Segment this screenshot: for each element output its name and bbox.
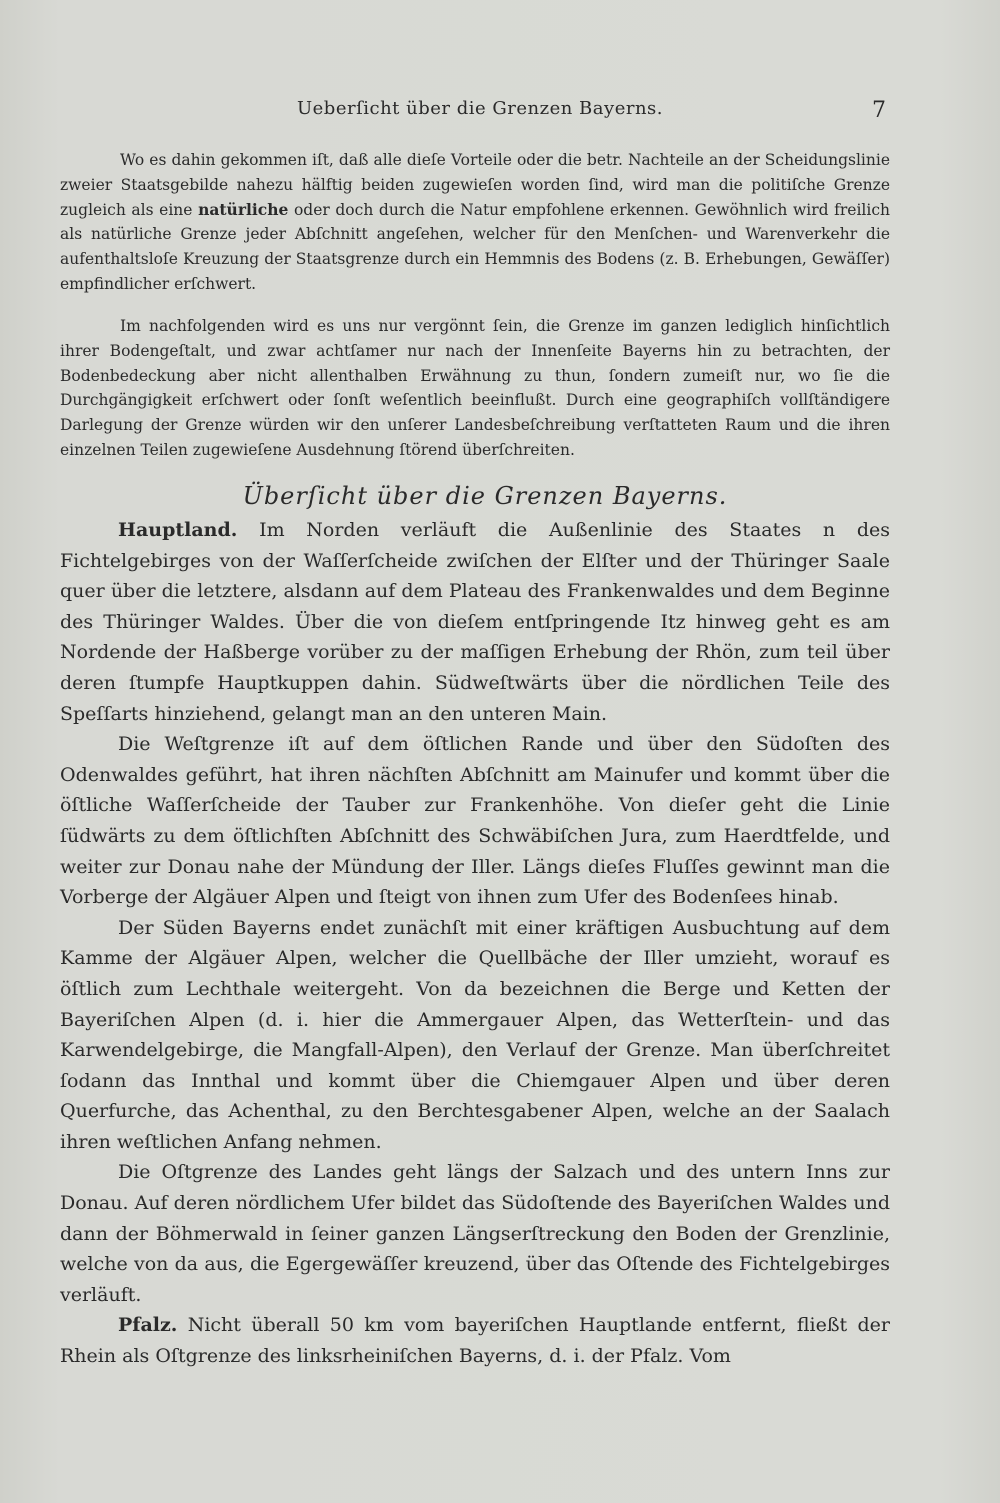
intro-paragraph-2	[60, 314, 890, 463]
paragraph: Im nachfolgenden wird es uns nur vergönnt ſein, die Grenze im ganzen lediglich hinſichtlich ihrer Bodengeſtalt, und zwar achtſamer nur nach der Innenſeite Bayerns hin zu betrachten, der Bodenbedeckung aber nicht allenthalben Erwähnung zu thun, ſondern zumeiſt nur, wo ſie die Durchgängigkeit erſchwert oder ſonſt weſentlich beeinflußt. Durch eine geographiſch vollſtändigere Darlegung der Grenze würden wir den unſerer Landesbeſchreibung verſtatteten Raum und die ihren einzelnen Teilen zugewieſene Ausdehnung ſtörend überſchreiten.	[60, 317, 890, 459]
page-number: 7	[872, 98, 886, 123]
paragraph-text: Nicht überall 50 km vom bayeriſchen Hauptlande entfernt, fließt der Rhein als Oſtgrenze des linksrheiniſchen Bayerns, d. i. der Pfalz. Vom	[60, 1314, 890, 1368]
lead-word-hauptland: Hauptland.	[118, 519, 238, 541]
paragraph-sueden: Der Süden Bayerns endet zunächſt mit einer kräftigen Ausbuchtung auf dem Kamme der Algäuer Alpen, welcher die Quellbäche der Iller umzieht, worauf es öſtlich zum Lechthale weitergeht. Von da bezeichnen die Berge und Ketten der Bayeriſchen Alpen (d. i. hier die Ammergauer Alpen, das Wetterſtein- und das Karwendelgebirge, die Mangfall-Alpen), den Verlauf der Grenze. Man überſchreitet ſodann das Innthal und kommt über die Chiemgauer Alpen und über deren Querfurche, das Achenthal, zu den Berchtesgabener Alpen, welche an der Saalach ihren weſtlichen Anfang nehmen.	[60, 916, 890, 1153]
intro-paragraph-1	[60, 148, 890, 297]
paragraph-hauptland	[60, 515, 890, 729]
paragraph	[60, 148, 890, 297]
lead-word-pfalz: Pfalz.	[118, 1314, 178, 1337]
paragraph-text: oder doch durch die Natur empfohlene erkennen. Gewöhnlich wird freilich als natürliche Grenze jeder Abſchnitt angeſehen, welcher für den Menſchen- und Warenverkehr die aufenthaltsloſe Kreuzung der Staatsgrenze durch ein Hemmnis des Bodens (z. B. Erhebungen, Gewäſſer) empfindlicher erſchwert.	[60, 200, 890, 293]
paragraph-text: Wo es dahin gekommen iſt, daß alle dieſe Vorteile oder die betr. Nachteile an der Scheidungslinie zweier Staatsgebilde nahezu hälftig beiden zugewieſen worden ſind, wird man die politiſche Grenze zugleich als eine	[60, 151, 890, 219]
section-heading: Überſicht über die Grenzen Bayerns.	[242, 482, 728, 510]
emphasis-natuerliche: natürliche	[198, 199, 289, 219]
running-title: Ueberſicht über die Grenzen Bayerns.	[296, 98, 663, 119]
paragraph-pfalz	[60, 1310, 890, 1371]
paragraph-westgrenze: Die Weſtgrenze iſt auf dem öſtlichen Rande und über den Südoſten des Odenwaldes geführt, hat ihren nächſten Abſchnitt am Mainufer und kommt über die öſtliche Waſſerſcheide der Tauber zur Frankenhöhe. Von dieſer geht die Linie ſüdwärts zu dem öſtlichſten Abſchnitt des Schwäbiſchen Jura, zum Haerdtfelde, und weiter zur Donau nahe der Mündung der Iller. Längs dieſes Fluſſes gewinnt man die Vorberge der Algäuer Alpen und ſteigt von ihnen zum Ufer des Bodenſees hinab.	[60, 733, 890, 909]
paragraph-text: Im Norden verläuft die Außenlinie des Staates n des Fichtelgebirges von der Waſſerſcheide zwiſchen der Elſter und der Thüringer Saale quer über die letztere, alsdann auf dem Plateau des Frankenwaldes und dem Beginne des Thüringer Waldes. Über die von dieſem entſpringende Itz hinweg geht es am Nordende der Haßberge vorüber zu der maſſigen Erhebung der Rhön, zum teil über deren ſtumpfe Hauptkuppen dahin. Südweſtwärts über die nördlichen Teile des Speſſarts hinziehend, gelangt man an den unteren Main.	[60, 519, 890, 725]
running-head	[0, 98, 1000, 128]
paragraph-ostgrenze: Die Oſtgrenze des Landes geht längs der Salzach und des untern Inns zur Donau. Auf deren nördlichem Ufer bildet das Südoſtende des Bayeriſchen Waldes und dann der Böhmerwald in ſeiner ganzen Längserſtreckung den Boden der Grenzlinie, welche von da aus, die Egergewäſſer kreuzend, über das Oſtende des Fichtelgebirges verläuft.	[60, 1161, 890, 1306]
section-body	[60, 515, 890, 1372]
